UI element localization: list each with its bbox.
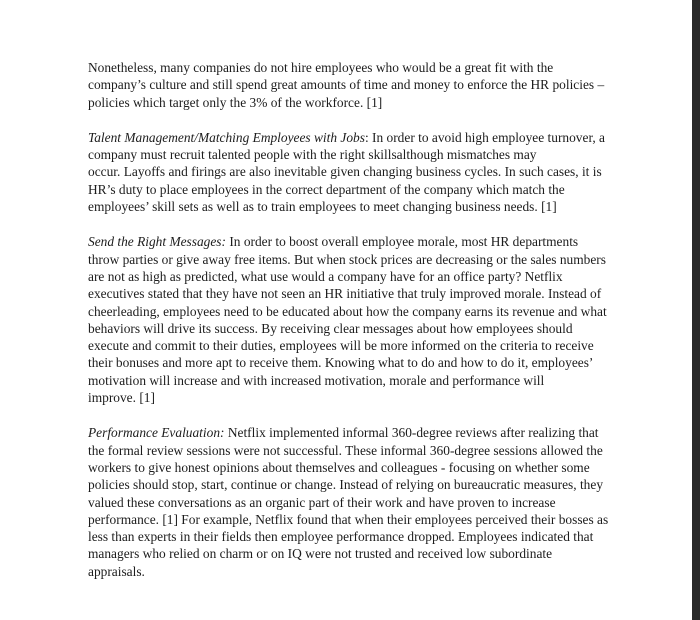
text-line: valued these conversations as an organic part of their work and have proven to increase: [88, 494, 556, 510]
text-line: HR’s duty to place employees in the correct department of the company which match the: [88, 181, 565, 197]
text-line: workers to give honest opinions about themselves and colleagues - focusing on whether some: [88, 459, 590, 475]
text-line: appraisals.: [88, 563, 145, 579]
text-line: [88, 233, 616, 250]
text-line: Nonetheless, many companies do not hire employees who would be a great fit with the: [88, 60, 554, 75]
text-line: less than experts in their fields then employee performance dropped. Employees indicated that: [88, 529, 594, 545]
text-fragment: In order to boost overall employee morale, most HR departments: [225, 234, 579, 250]
section-heading: Performance Evaluation:: [88, 425, 225, 441]
text-line: motivation will increase and with increased motivation, morale and performance will: [88, 372, 545, 388]
text-line: execute and commit to their duties, employees will be more informed on the criteria to receive: [88, 338, 594, 354]
text-line: employees’ skill sets as well as to train employees to meet changing business needs. [1]: [88, 199, 557, 215]
page-edge: [692, 0, 700, 620]
text-line: cheerleading, employees need to be educated about how the company earns its revenue and what: [88, 303, 607, 319]
text-line: policies which target only the 3% of the workforce. [1]: [88, 94, 383, 110]
section-heading: Talent Management/Matching Employees with Jobs: [88, 129, 365, 145]
paragraph-intro: [88, 59, 616, 111]
paragraph-talent-management: [88, 129, 616, 215]
text-line: company must recruit talented people with the right skillsalthough mismatches may: [88, 147, 537, 163]
paragraph-right-messages: [88, 233, 616, 406]
text-line: [88, 424, 616, 441]
text-line: performance. [1] For example, Netflix found that when their employees perceived their bosses as: [88, 511, 609, 527]
text-line: executives stated that they have not seen an HR initiative that truly improved morale. Instead of: [88, 286, 602, 302]
text-line: are not as high as predicted, what use would a company have for an office party? Netflix: [88, 268, 563, 284]
text-line: the formal review sessions were not successful. These informal 360-degree sessions allowed the: [88, 442, 603, 458]
text-line: their bonuses and more apt to receive them. Knowing what to do and how to do it, employees’: [88, 355, 594, 371]
text-line: behaviors will drive its success. By receiving clear messages about how employees should: [88, 320, 573, 336]
text-fragment: Netflix implemented informal 360-degree reviews after realizing that: [224, 425, 599, 441]
text-line: managers who relied on charm or on IQ were not trusted and received low subordinate: [88, 546, 553, 562]
text-line: company’s culture and still spend great amounts of time and money to enforce the HR policies –: [88, 77, 605, 93]
text-line: improve. [1]: [88, 390, 155, 406]
text-line: throw parties or give away free items. But when stock prices are decreasing or the sales numbers: [88, 251, 606, 267]
paragraph-performance-evaluation: [88, 424, 616, 580]
text-line: policies should stop, start, continue or change. Instead of relying on bureaucratic measures, they: [88, 477, 604, 493]
text-fragment: : In order to avoid high employee turnover, a: [364, 129, 606, 145]
document-body: [88, 59, 616, 598]
text-line: occur. Layoffs and firings are also inevitable given changing business cycles. In such cases, it is: [88, 164, 602, 180]
section-heading: Send the Right Messages:: [88, 234, 226, 250]
text-line: [88, 129, 616, 146]
